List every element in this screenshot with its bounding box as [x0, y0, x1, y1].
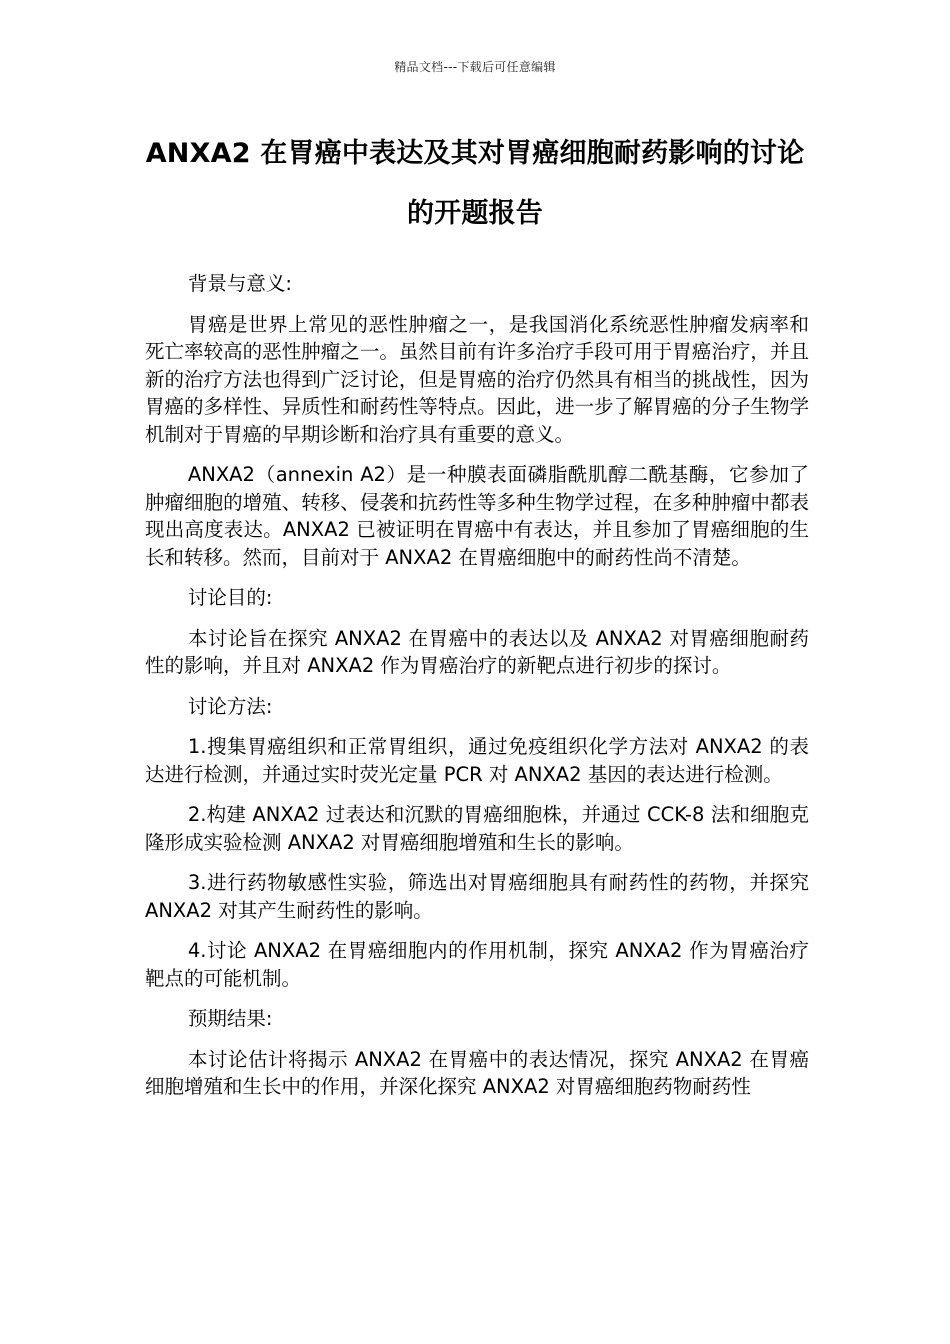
paragraph-purpose-1: 本讨论旨在探究 ANXA2 在胃癌中的表达以及 ANXA2 对胃癌细胞耐药性的影响，并且对 ANXA2 作为胃癌治疗的新靶点进行初步的探讨。 — [145, 626, 809, 677]
paragraph-background-1: 胃癌是世界上常见的恶性肿瘤之一，是我国消化系统恶性肿瘤发病率和死亡率较高的恶性肿瘤之一。虽然目前有许多治疗手段可用于胃癌治疗，并且新的治疗方法也得到广泛讨论，但是胃癌的治疗仍然具有相当的挑战性，因为胃癌的多样性、异质性和耐药性等特点。因此，进一步了解胃癌的分子生物学机制对于胃癌的早期诊断和治疗具有重要的意义。 — [145, 312, 809, 446]
document-title: ANXA2 在胃癌中表达及其对胃癌细胞耐药影响的讨论的开题报告 — [145, 138, 805, 229]
section-heading-methods: 讨论方法: — [187, 694, 273, 718]
paragraph-method-2: 2.构建 ANXA2 过表达和沉默的胃癌细胞株，并通过 CCK-8 法和细胞克隆形成实验检测 ANXA2 对胃癌细胞增殖和生长的影响。 — [145, 803, 809, 854]
document-body — [145, 270, 809, 1114]
header-note: 精品文档---下载后可任意编辑 — [394, 60, 556, 74]
paragraph-method-4: 4.讨论 ANXA2 在胃癌细胞内的作用机制，探究 ANXA2 作为胃癌治疗靶点的可能机制。 — [145, 939, 809, 990]
paragraph-background-2: ANXA2（annexin A2）是一种膜表面磷脂酰肌醇二酰基酶，它参加了肿瘤细胞的增殖、转移、侵袭和抗药性等多种生物学过程，在多种肿瘤中都表现出高度表达。ANXA2 已被证明在胃癌中有表达，并且参加了胃癌细胞的生长和转移。然而，目前对于 ANXA2 在胃癌细胞中的耐药性尚不清楚。 — [145, 463, 809, 569]
paragraph-method-3: 3.进行药物敏感性实验，筛选出对胃癌细胞具有耐药性的药物，并探究 ANXA2 对其产生耐药性的影响。 — [145, 871, 809, 922]
paragraph-method-1: 1.搜集胃癌组织和正常胃组织，通过免疫组织化学方法对 ANXA2 的表达进行检测，并通过实时荧光定量 PCR 对 ANXA2 基因的表达进行检测。 — [145, 735, 809, 786]
paragraph-expected-results-1: 本讨论估计将揭示 ANXA2 在胃癌中的表达情况，探究 ANXA2 在胃癌细胞增殖和生长中的作用，并深化探究 ANXA2 对胃癌细胞药物耐药性 — [145, 1047, 809, 1098]
section-heading-expected-results: 预期结果: — [187, 1007, 273, 1030]
section-heading-purpose: 讨论目的: — [187, 586, 273, 609]
section-heading-background: 背景与意义: — [187, 272, 292, 295]
